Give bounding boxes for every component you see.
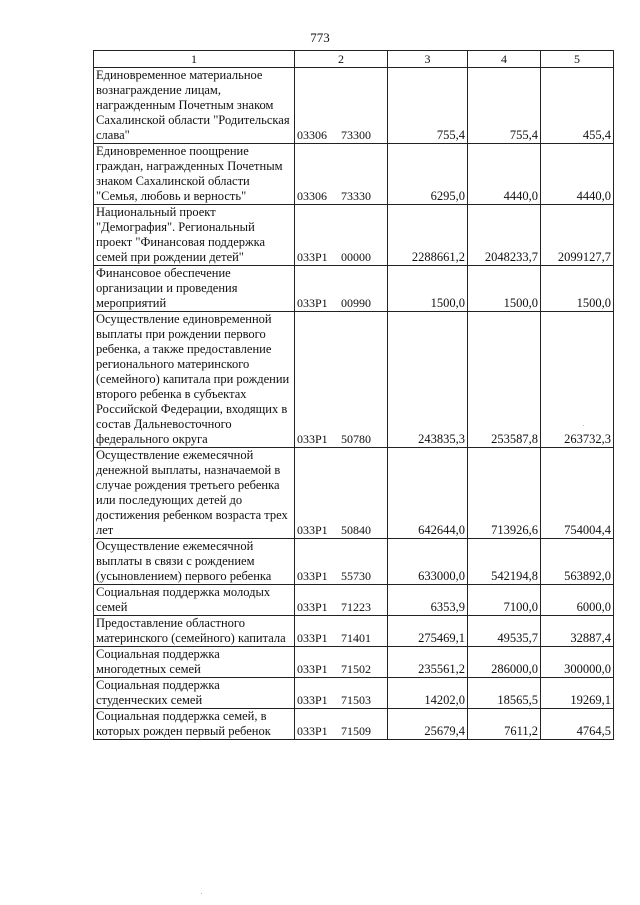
- row-name: Социальная поддержка студенческих семей: [94, 678, 295, 709]
- row-value-col3: 642644,0: [388, 448, 468, 539]
- row-code-direction: 50840: [341, 523, 371, 537]
- row-value-col5: 19269,1: [541, 678, 614, 709]
- row-code: [295, 678, 388, 709]
- row-value-col3: 6295,0: [388, 144, 468, 205]
- row-value-col5: 1500,0: [541, 266, 614, 312]
- column-header-1: 1: [94, 51, 295, 68]
- table-row: [94, 647, 614, 678]
- row-code-direction: 00990: [341, 296, 371, 310]
- row-code-direction: 73330: [341, 189, 371, 203]
- row-value-col3: 2288661,2: [388, 205, 468, 266]
- table-row: [94, 448, 614, 539]
- row-code-program: 03306: [297, 189, 327, 203]
- row-value-col4: 542194,8: [468, 539, 541, 585]
- row-code-direction: 73300: [341, 128, 371, 142]
- column-header-3: 3: [388, 51, 468, 68]
- table-row: [94, 144, 614, 205]
- row-value-col5: 563892,0: [541, 539, 614, 585]
- row-value-col3: 235561,2: [388, 647, 468, 678]
- row-code-direction: 71509: [341, 724, 371, 738]
- row-code-program: 033P1: [297, 662, 328, 676]
- row-value-col3: 1500,0: [388, 266, 468, 312]
- row-code: [295, 709, 388, 740]
- table-header-row: [94, 51, 614, 68]
- row-code-program: 033P1: [297, 724, 328, 738]
- row-value-col4: 7100,0: [468, 585, 541, 616]
- row-value-col4: 18565,5: [468, 678, 541, 709]
- row-value-col4: 49535,7: [468, 616, 541, 647]
- row-name: Социальная поддержка семей, в которых рожден первый ребенок: [94, 709, 295, 740]
- column-header-5: 5: [541, 51, 614, 68]
- row-code: [295, 539, 388, 585]
- row-name: Единовременное материальное вознаграждение лицам, награжденным Почетным знаком Сахалинской области "Родительская слава": [94, 68, 295, 144]
- row-name: Национальный проект "Демография". Региональный проект "Финансовая поддержка семей при рождении детей": [94, 205, 295, 266]
- table-row: [94, 266, 614, 312]
- scan-speck: [583, 425, 584, 426]
- table-row: [94, 616, 614, 647]
- table-row: [94, 312, 614, 448]
- budget-table: [93, 50, 614, 740]
- row-code-program: 033P1: [297, 523, 328, 537]
- row-name: Социальная поддержка молодых семей: [94, 585, 295, 616]
- row-value-col5: 6000,0: [541, 585, 614, 616]
- row-code: [295, 205, 388, 266]
- row-code-program: 033P1: [297, 296, 328, 310]
- row-code-direction: 55730: [341, 569, 371, 583]
- row-name: Единовременное поощрение граждан, награжденных Почетным знаком Сахалинской области "Семья, любовь и верность": [94, 144, 295, 205]
- row-value-col4: 253587,8: [468, 312, 541, 448]
- row-value-col3: 243835,3: [388, 312, 468, 448]
- row-code-program: 03306: [297, 128, 327, 142]
- row-code-program: 033P1: [297, 250, 328, 264]
- row-name: Предоставление областного материнского (семейного) капитала: [94, 616, 295, 647]
- row-code: [295, 647, 388, 678]
- row-value-col3: 6353,9: [388, 585, 468, 616]
- table-row: [94, 68, 614, 144]
- row-code: [295, 312, 388, 448]
- row-value-col5: 4764,5: [541, 709, 614, 740]
- row-name: Финансовое обеспечение организации и проведения мероприятий: [94, 266, 295, 312]
- row-code: [295, 585, 388, 616]
- row-code-program: 033P1: [297, 569, 328, 583]
- row-code-direction: 00000: [341, 250, 371, 264]
- scan-speck: [201, 893, 202, 894]
- row-code-program: 033P1: [297, 693, 328, 707]
- table-row: [94, 539, 614, 585]
- row-value-col4: 1500,0: [468, 266, 541, 312]
- column-header-4: 4: [468, 51, 541, 68]
- row-value-col3: 25679,4: [388, 709, 468, 740]
- row-value-col5: 754004,4: [541, 448, 614, 539]
- row-code-direction: 71503: [341, 693, 371, 707]
- row-value-col5: 4440,0: [541, 144, 614, 205]
- row-code: [295, 616, 388, 647]
- row-value-col4: 286000,0: [468, 647, 541, 678]
- row-value-col3: 755,4: [388, 68, 468, 144]
- row-code-direction: 50780: [341, 432, 371, 446]
- row-name: Социальная поддержка многодетных семей: [94, 647, 295, 678]
- row-value-col4: 713926,6: [468, 448, 541, 539]
- row-value-col3: 275469,1: [388, 616, 468, 647]
- row-value-col5: 263732,3: [541, 312, 614, 448]
- row-value-col5: 300000,0: [541, 647, 614, 678]
- table-row: [94, 585, 614, 616]
- column-header-2: 2: [295, 51, 388, 68]
- table-body: [94, 68, 614, 740]
- table-row: [94, 678, 614, 709]
- row-value-col4: 7611,2: [468, 709, 541, 740]
- row-code: [295, 448, 388, 539]
- row-value-col4: 4440,0: [468, 144, 541, 205]
- table-row: [94, 205, 614, 266]
- row-code: [295, 266, 388, 312]
- row-value-col5: 455,4: [541, 68, 614, 144]
- table-row: [94, 709, 614, 740]
- row-value-col3: 14202,0: [388, 678, 468, 709]
- row-name: Осуществление ежемесячной денежной выплаты, назначаемой в случае рождения третьего ребенка или последующих детей до достижения ребенком возраста трех лет: [94, 448, 295, 539]
- row-value-col5: 32887,4: [541, 616, 614, 647]
- row-value-col4: 2048233,7: [468, 205, 541, 266]
- row-code: [295, 144, 388, 205]
- row-code-direction: 71223: [341, 600, 371, 614]
- row-code: [295, 68, 388, 144]
- row-code-program: 033P1: [297, 432, 328, 446]
- row-code-direction: 71502: [341, 662, 371, 676]
- row-name: Осуществление единовременной выплаты при рождении первого ребенка, а также предоставление регионального материнского (семейного) капитала при рождении второго ребенка в субъектах Российской Федерации, входящих в состав Дальневосточного федерального округа: [94, 312, 295, 448]
- row-name: Осуществление ежемесячной выплаты в связи с рождением (усыновлением) первого ребенка: [94, 539, 295, 585]
- row-code-program: 033P1: [297, 631, 328, 645]
- row-code-program: 033P1: [297, 600, 328, 614]
- page-number: 773: [310, 30, 330, 45]
- row-value-col5: 2099127,7: [541, 205, 614, 266]
- row-value-col4: 755,4: [468, 68, 541, 144]
- row-value-col3: 633000,0: [388, 539, 468, 585]
- row-code-direction: 71401: [341, 631, 371, 645]
